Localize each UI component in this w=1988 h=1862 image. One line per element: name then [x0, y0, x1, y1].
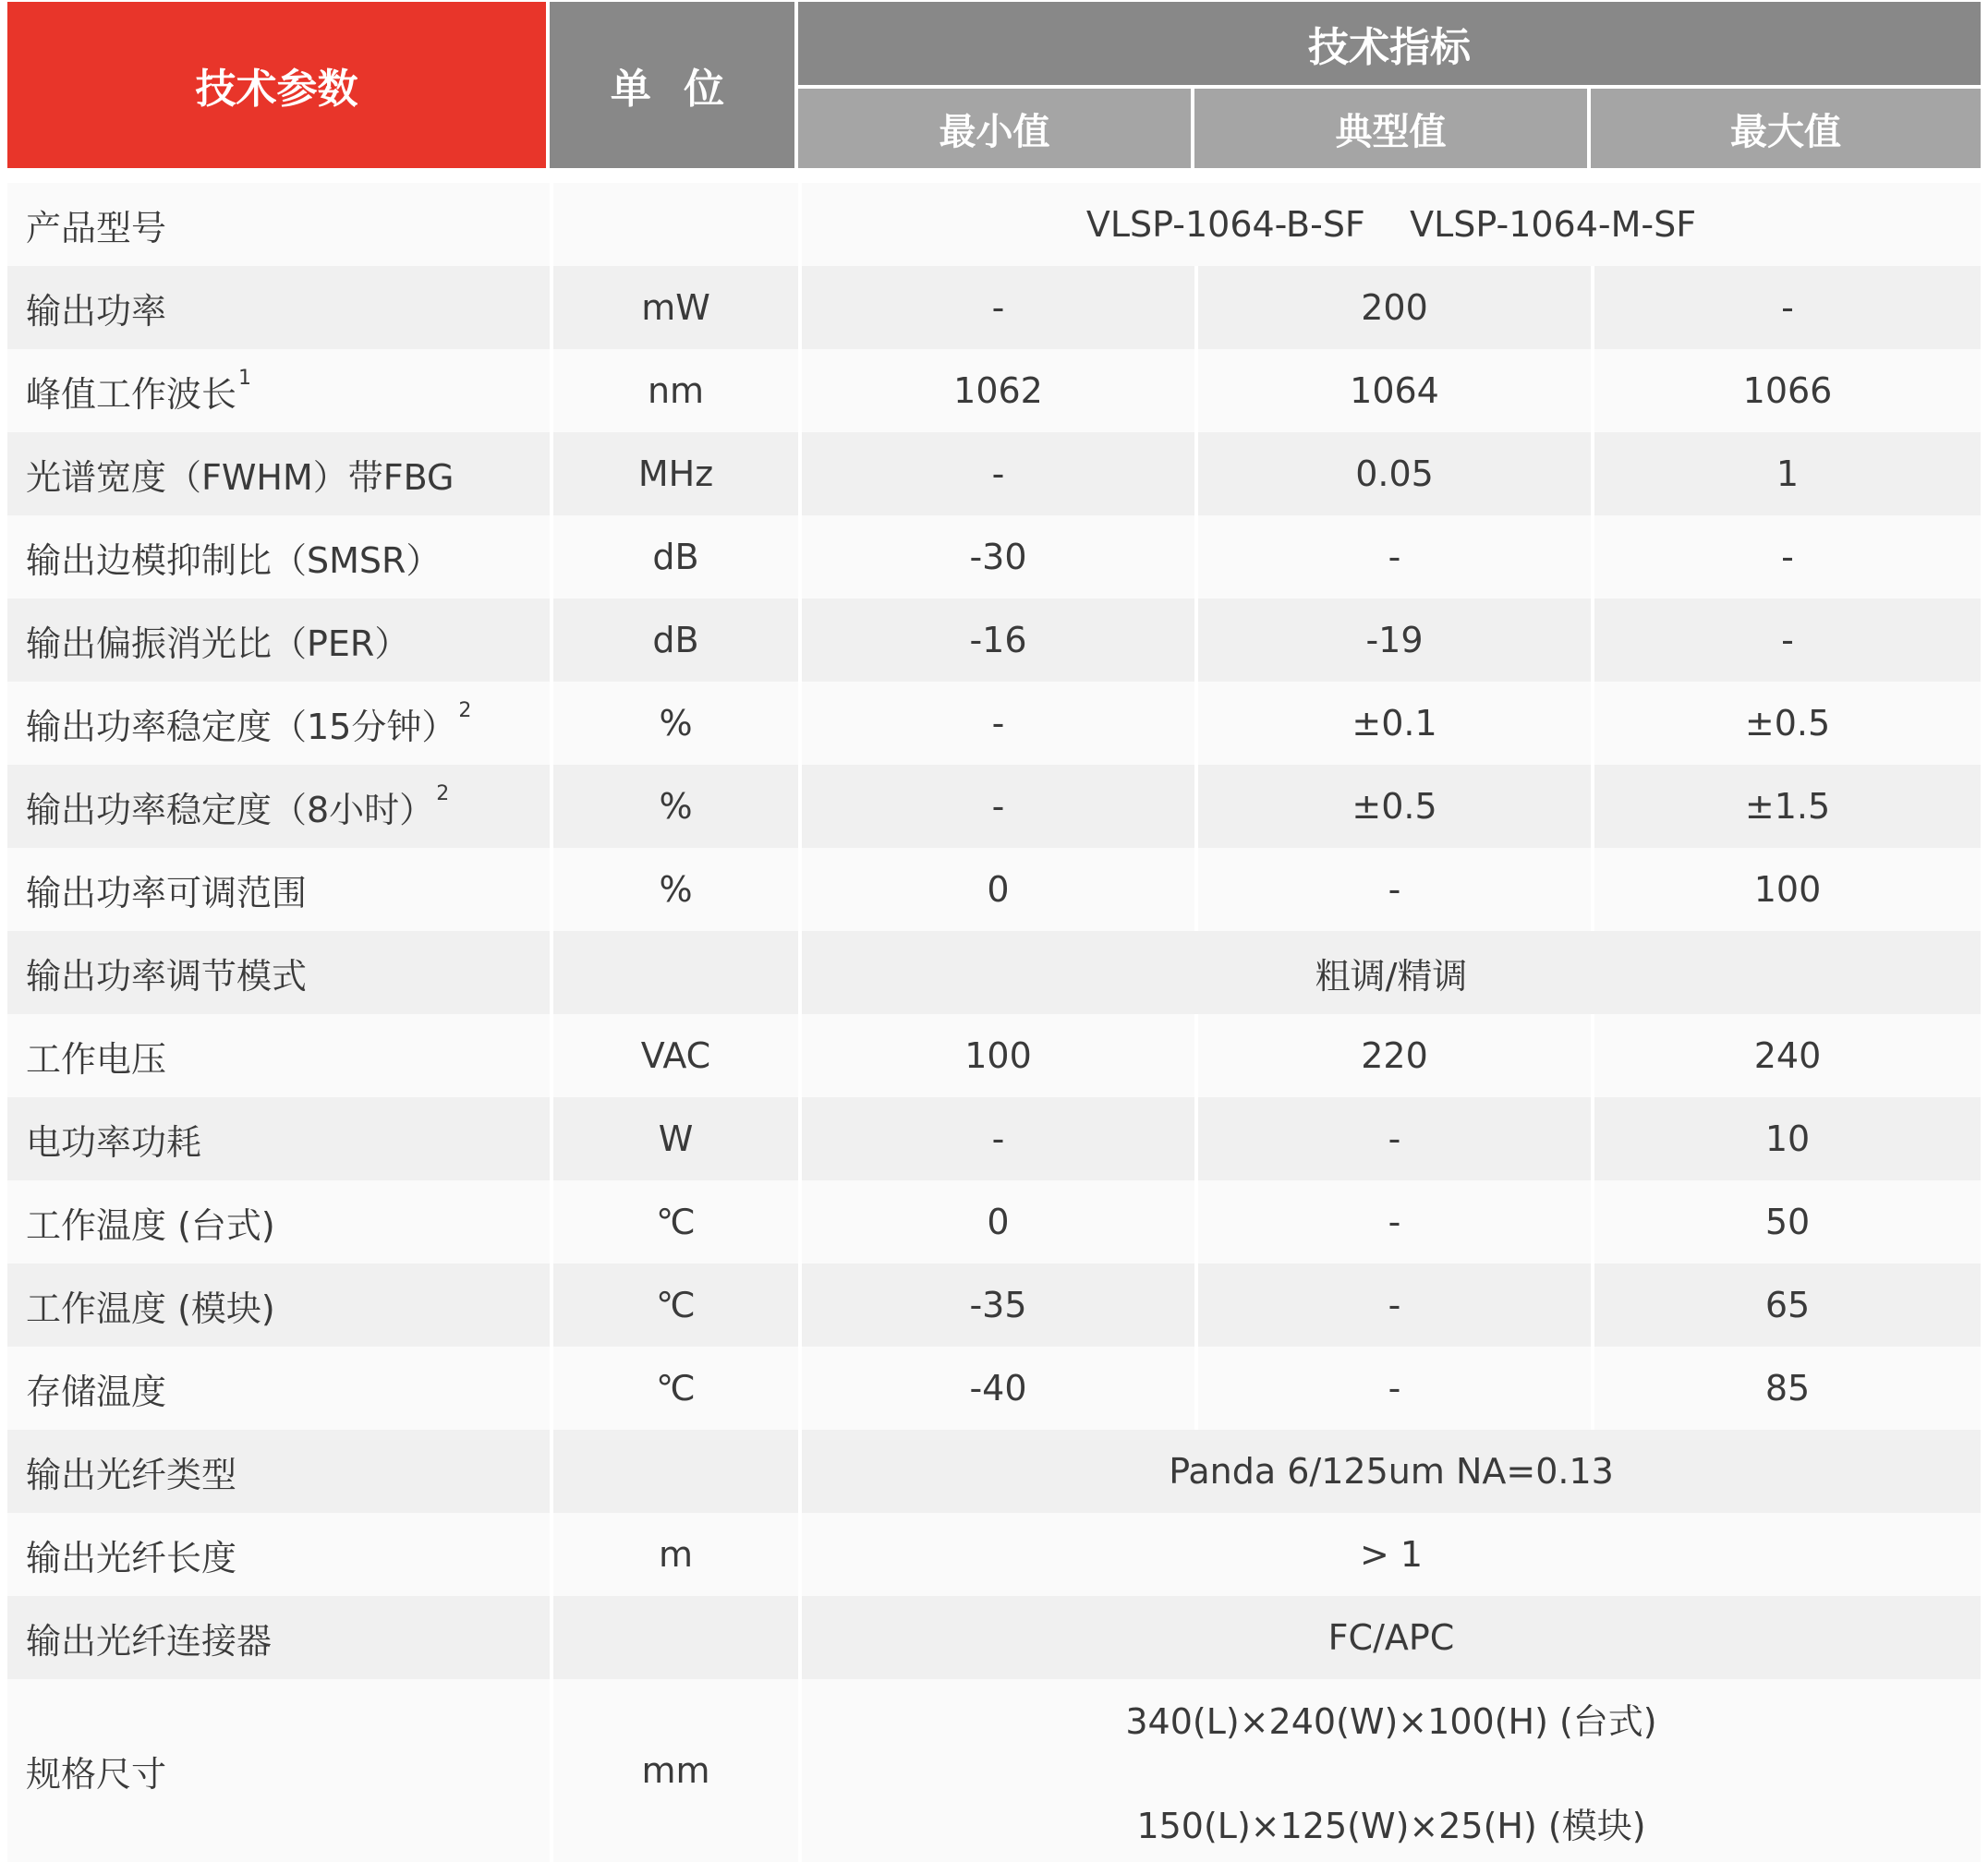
unit-cell: MHz [637, 453, 714, 494]
table-row [7, 432, 1981, 515]
column-divider [1194, 848, 1198, 931]
typ-cell: 220 [1361, 1035, 1428, 1076]
min-cell: 1062 [953, 370, 1043, 411]
unit-cell: nm [647, 370, 705, 411]
min-cell: 0 [987, 869, 1010, 910]
param-label: 规格尺寸 [26, 1753, 167, 1795]
column-divider [550, 183, 553, 266]
column-divider [1591, 598, 1594, 682]
min-cell: -40 [969, 1368, 1027, 1409]
column-divider [1194, 598, 1198, 682]
column-divider [1194, 1180, 1198, 1264]
min-cell: - [991, 287, 1005, 328]
column-divider [550, 1264, 553, 1347]
unit-cell [553, 931, 798, 1014]
column-divider [550, 1180, 553, 1264]
min-cell: -30 [969, 537, 1027, 577]
unit-cell: ℃ [656, 1202, 696, 1242]
spec-span-cell: Panda 6/125um NA=0.13 [1169, 1451, 1614, 1492]
column-divider [798, 1430, 802, 1513]
param-cell [7, 765, 550, 848]
column-divider [798, 183, 802, 266]
typ-cell: - [1388, 1202, 1401, 1242]
column-divider [798, 1014, 802, 1097]
min-cell: - [991, 786, 1005, 827]
typ-cell: -19 [1365, 620, 1424, 660]
unit-cell: mW [641, 287, 710, 328]
table-row [7, 1596, 1981, 1679]
spec-span-cell: VLSP-1064-B-SF VLSP-1064-M-SF [1085, 204, 1697, 245]
param-label: 输出光纤长度 [26, 1537, 237, 1578]
param-cell [7, 349, 550, 432]
column-divider [1591, 1180, 1594, 1264]
column-divider [1194, 682, 1198, 765]
typ-cell: - [1388, 1368, 1401, 1409]
min-cell: 100 [964, 1035, 1032, 1076]
param-cell [7, 1097, 550, 1180]
column-divider [550, 1097, 553, 1180]
table-row [7, 183, 1981, 266]
param-cell [7, 1430, 550, 1513]
max-cell: 100 [1753, 869, 1822, 910]
unit-cell: ℃ [656, 1368, 696, 1409]
param-cell [7, 183, 550, 266]
table-row [7, 1513, 1981, 1596]
param-label: 光谱宽度（FWHM）带FBG [26, 456, 455, 498]
column-divider [798, 349, 802, 432]
unit-cell: dB [652, 620, 699, 660]
column-divider [1591, 1264, 1594, 1347]
table-row [7, 1014, 1981, 1097]
column-divider [550, 848, 553, 931]
column-divider [798, 1513, 802, 1596]
param-label: 输出边模抑制比（SMSR） [26, 539, 442, 581]
column-divider [550, 1513, 553, 1596]
column-divider [1591, 682, 1594, 765]
table-row [7, 266, 1981, 349]
min-cell: 0 [987, 1202, 1010, 1242]
column-divider [550, 765, 553, 848]
param-cell [7, 598, 550, 682]
typ-cell: - [1388, 869, 1401, 910]
column-divider [550, 515, 553, 598]
typ-cell: 1064 [1350, 370, 1439, 411]
spec-span-cell: 粗调/精调 [1315, 955, 1468, 997]
column-divider [550, 1347, 553, 1430]
header-param: 技术参数 [7, 2, 546, 168]
max-cell: 85 [1764, 1368, 1811, 1409]
table-row [7, 1347, 1981, 1430]
column-divider [1194, 1264, 1198, 1347]
column-divider [550, 1430, 553, 1513]
column-divider [798, 598, 802, 682]
unit-cell: % [659, 786, 693, 827]
unit-cell: VAC [640, 1035, 711, 1076]
typ-cell: ±0.1 [1352, 703, 1437, 744]
header-spec: 技术指标 [798, 2, 1981, 85]
param-label: 输出功率稳定度（8小时） [26, 789, 435, 830]
column-divider [798, 515, 802, 598]
table-row [7, 682, 1981, 765]
column-divider [550, 1596, 553, 1679]
column-divider [1591, 765, 1594, 848]
typ-cell: - [1388, 1285, 1401, 1325]
param-label: 输出功率 [26, 290, 167, 332]
column-divider [550, 682, 553, 765]
param-cell [7, 1264, 550, 1347]
max-cell: 10 [1764, 1118, 1811, 1159]
column-divider [798, 682, 802, 765]
column-divider [798, 1097, 802, 1180]
column-divider [798, 432, 802, 515]
unit-cell: mm [641, 1750, 710, 1791]
typ-cell: 200 [1361, 287, 1428, 328]
spec-span-cell: > 1 [1359, 1534, 1424, 1575]
unit-cell: ℃ [656, 1285, 696, 1325]
table-row [7, 515, 1981, 598]
param-label: 工作温度 (台式) [26, 1204, 275, 1246]
param-label: 输出功率稳定度（15分钟） [26, 706, 457, 747]
column-divider [550, 266, 553, 349]
footnote-mark: 2 [458, 698, 472, 722]
min-cell: - [991, 453, 1005, 494]
column-divider [550, 1014, 553, 1097]
column-divider [798, 1264, 802, 1347]
column-divider [798, 848, 802, 931]
column-divider [1194, 432, 1198, 515]
column-divider [1591, 349, 1594, 432]
param-label: 输出功率可调范围 [26, 872, 308, 913]
column-divider [1194, 515, 1198, 598]
typ-cell: 0.05 [1355, 453, 1434, 494]
unit-cell: W [658, 1118, 694, 1159]
max-cell: 1 [1776, 453, 1800, 494]
table-row [7, 598, 1981, 682]
param-cell [7, 848, 550, 931]
column-divider [550, 931, 553, 1014]
column-divider [1591, 515, 1594, 598]
max-cell: ±0.5 [1744, 703, 1831, 744]
param-label: 工作电压 [26, 1038, 167, 1080]
max-cell: ±1.5 [1744, 786, 1831, 827]
table-row [7, 1097, 1981, 1180]
table-row [7, 765, 1981, 848]
param-cell [7, 1513, 550, 1596]
param-label: 产品型号 [26, 207, 167, 248]
param-label: 电功率功耗 [26, 1121, 202, 1163]
typ-cell: - [1388, 537, 1401, 577]
column-divider [550, 1679, 553, 1862]
min-cell: - [991, 703, 1005, 744]
header-unit: 单 位 [550, 2, 794, 168]
spec-line: 150(L)×125(W)×25(H) (模块) [1136, 1806, 1646, 1846]
column-divider [798, 1596, 802, 1679]
footnote-mark: 1 [238, 366, 252, 390]
column-divider [798, 931, 802, 1014]
max-cell: - [1781, 287, 1794, 328]
column-divider [798, 1347, 802, 1430]
max-cell: 240 [1753, 1035, 1822, 1076]
typ-cell: ±0.5 [1352, 786, 1437, 827]
param-label: 输出光纤类型 [26, 1454, 237, 1495]
max-cell: 50 [1764, 1202, 1811, 1242]
unit-cell: % [659, 703, 693, 744]
column-divider [1194, 349, 1198, 432]
param-cell [7, 1679, 550, 1862]
column-divider [1194, 1014, 1198, 1097]
param-cell [7, 432, 550, 515]
column-divider [1194, 765, 1198, 848]
unit-cell [553, 183, 798, 266]
max-cell: 1066 [1742, 370, 1833, 411]
column-divider [1591, 1097, 1594, 1180]
param-label: 输出光纤连接器 [26, 1620, 273, 1662]
column-divider [798, 1180, 802, 1264]
header-max: 最大值 [1591, 89, 1981, 168]
typ-cell: - [1388, 1118, 1401, 1159]
column-divider [1591, 432, 1594, 515]
param-label: 输出功率调节模式 [26, 955, 308, 997]
table-row [7, 1180, 1981, 1264]
unit-cell: % [659, 869, 693, 910]
spec-span-cell: FC/APC [1327, 1617, 1455, 1658]
spec-span-cell [802, 1679, 1981, 1862]
table-row [7, 1430, 1981, 1513]
param-cell [7, 515, 550, 598]
param-cell [7, 1014, 550, 1097]
column-divider [1194, 266, 1198, 349]
param-label: 峰值工作波长 [26, 373, 237, 415]
column-divider [550, 598, 553, 682]
column-divider [1591, 1347, 1594, 1430]
param-label: 存储温度 [26, 1371, 167, 1412]
table-body [7, 183, 1981, 1862]
param-label: 工作温度 (模块) [26, 1288, 275, 1329]
max-cell: - [1781, 537, 1794, 577]
header-min: 最小值 [798, 89, 1191, 168]
unit-cell: m [658, 1534, 694, 1575]
max-cell: 65 [1764, 1285, 1811, 1325]
column-divider [1194, 1097, 1198, 1180]
table-row [7, 1264, 1981, 1347]
footnote-mark: 2 [436, 781, 450, 805]
param-cell [7, 931, 550, 1014]
unit-cell [553, 1596, 798, 1679]
param-cell [7, 266, 550, 349]
column-divider [550, 432, 553, 515]
spec-line: 340(L)×240(W)×100(H) (台式) [1125, 1701, 1657, 1742]
unit-cell [553, 1430, 798, 1513]
max-cell: - [1781, 620, 1794, 660]
column-divider [550, 349, 553, 432]
param-cell [7, 1596, 550, 1679]
param-cell [7, 682, 550, 765]
column-divider [798, 266, 802, 349]
min-cell: -35 [969, 1285, 1027, 1325]
column-divider [1591, 1014, 1594, 1097]
param-cell [7, 1180, 550, 1264]
table-row [7, 931, 1981, 1014]
table-row [7, 349, 1981, 432]
table-row [7, 1679, 1981, 1862]
min-cell: - [991, 1118, 1005, 1159]
column-divider [1591, 848, 1594, 931]
column-divider [1194, 1347, 1198, 1430]
min-cell: -16 [969, 620, 1027, 660]
column-divider [1591, 266, 1594, 349]
header-typ: 典型值 [1194, 89, 1587, 168]
param-cell [7, 1347, 550, 1430]
column-divider [798, 1679, 802, 1862]
param-label: 输出偏振消光比（PER） [26, 623, 410, 664]
table-row [7, 848, 1981, 931]
unit-cell: dB [652, 537, 699, 577]
column-divider [798, 765, 802, 848]
